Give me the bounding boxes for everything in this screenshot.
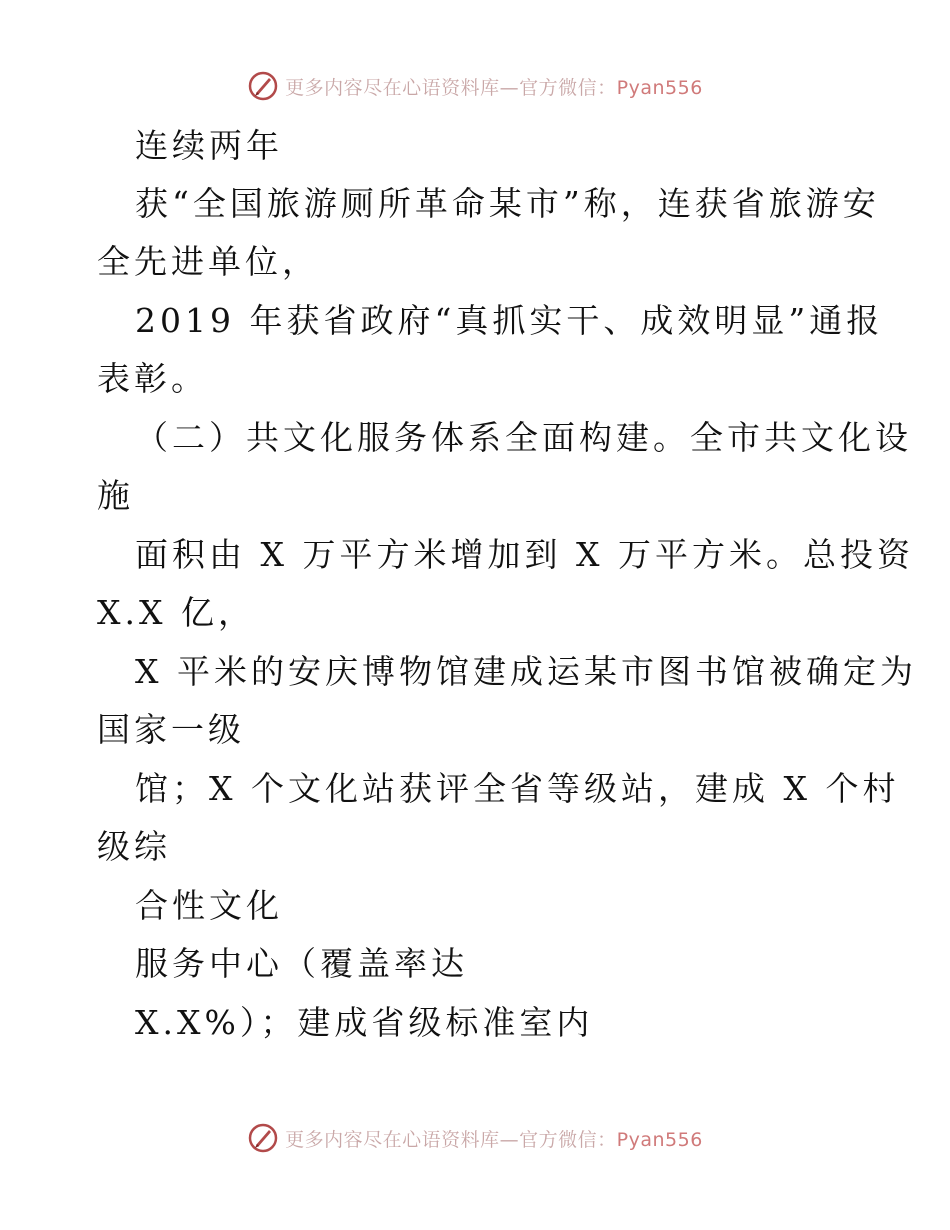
body-line: 级综 — [97, 827, 171, 866]
body-line: 获“全国旅游厕所革命某市”称，连获省旅游安 — [135, 184, 880, 223]
body-line: 国家一级 — [97, 710, 245, 749]
body-line: 合性文化 — [135, 886, 283, 925]
footer-watermark-text: 更多内容尽在心语资料库—官方微信：Pyan556 — [285, 1128, 703, 1151]
header-watermark-text: 更多内容尽在心语资料库—官方微信：Pyan556 — [285, 76, 703, 99]
body-line: X.X%）；建成省级标准室内 — [135, 1003, 594, 1042]
quill-logo-icon — [247, 70, 279, 102]
body-line: 全先进单位， — [97, 242, 319, 281]
body-line: X 平米的安庆博物馆建成运某市图书馆被确定为 — [135, 652, 917, 691]
body-line: 施 — [97, 476, 134, 515]
body-line: 服务中心（覆盖率达 — [135, 944, 468, 983]
body-line: 连续两年 — [135, 126, 283, 165]
body-line: 馆；X 个文化站获评全省等级站，建成 X 个村 — [135, 769, 900, 808]
body-line: 面积由 X 万平方米增加到 X 万平方米。总投资 — [135, 535, 914, 574]
header-watermark — [0, 70, 950, 102]
body-line: 2019 年获省政府“真抓实干、成效明显”通报 — [135, 301, 884, 340]
body-line: （二）共文化服务体系全面构建。全市共文化设 — [135, 418, 912, 457]
body-line: X.X 亿， — [97, 593, 255, 632]
quill-logo-icon — [247, 1122, 279, 1154]
body-line: 表彰。 — [97, 359, 208, 398]
footer-watermark — [0, 1122, 950, 1154]
